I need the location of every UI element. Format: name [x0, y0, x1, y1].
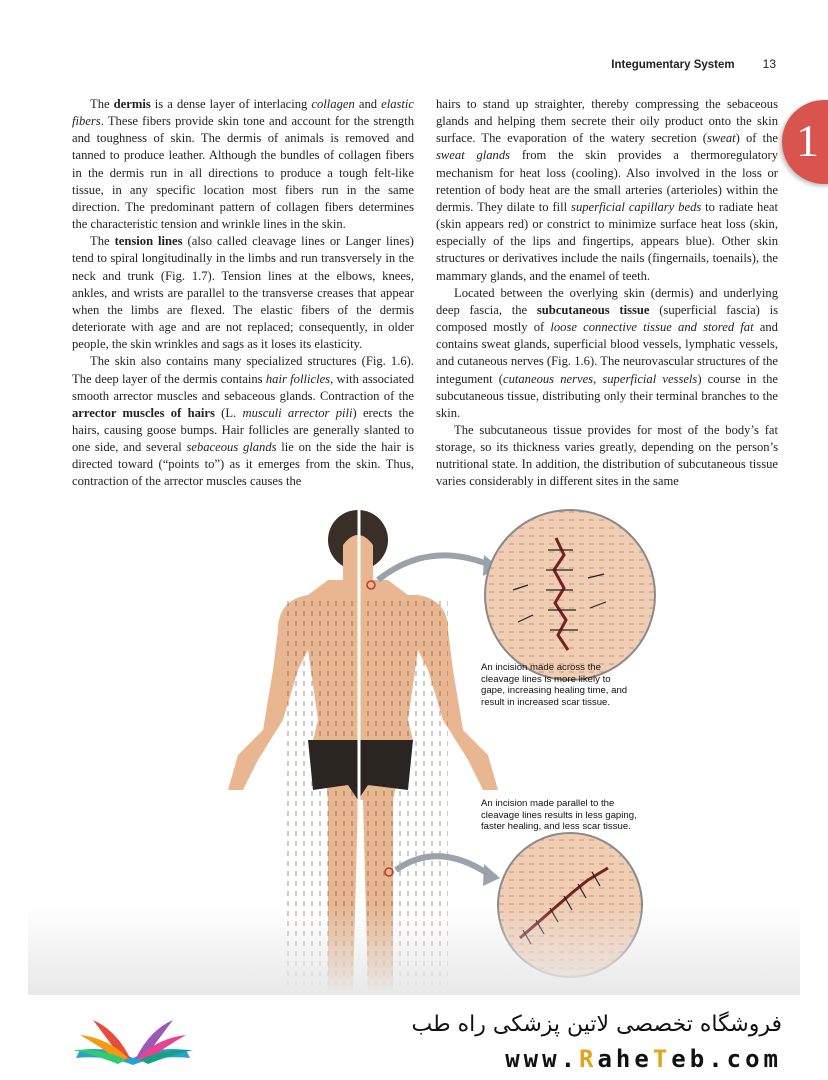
figure-cleavage-lines: [28, 500, 800, 995]
page-number: 13: [762, 57, 776, 71]
book-logo: [68, 1010, 198, 1077]
url-prefix: www.: [505, 1045, 580, 1073]
paragraph: hairs to stand up straighter, thereby compressing the sebaceous glands and helping them secrete their oily product onto the skin surface. The evaporation of the watery secretion (sweat) of the sweat glands from the skin provides a thermoregulatory mechanism for heat loss (cooling). Also involved in the loss or retention of body heat are the small arteries (arterioles) within the dermis. They dilate to fill superficial capillary beds to radiate heat (skin appears red) or constrict to minimize surface heat loss (skin, especially of the lips and fingertips, appears blue). Other skin structures or derivatives include the nails (fingernails, toenails), the mammary glands, and the enamel of teeth.: [436, 97, 779, 283]
url-mid-2: eb: [671, 1045, 709, 1073]
chapter-tab: [782, 100, 828, 184]
book-logo-icon: [68, 1010, 198, 1072]
url-accent-r: R: [579, 1045, 598, 1073]
url-suffix: .com: [708, 1045, 782, 1073]
paragraph: The dermis is a dense layer of interlacing collagen and elastic fibers. These fibers provide skin tone and account for the strength and toughness of skin. The dermis of animals is removed and tanned to produce leather. Although the bundles of collagen fibers in the dermis run in all directions to produce a tough felt-like tissue, in any specific location most fibers run in the same direction. The predominant pattern of collagen fibers determines the characteristic tension and wrinkle lines in the skin.: [72, 97, 414, 232]
running-head: [611, 57, 776, 71]
left-text-column: [72, 96, 414, 491]
paragraph: The skin also contains many specialized structures (Fig. 1.6). The deep layer of the dermis contains hair follicles, with associated smooth arrector muscles and sebaceous glands. Contraction of the arrector muscles of hairs (L. musculi arrector pili) erects the hairs, causing goose bumps. Hair follicles are generally slanted to one side, and several sebaceous glands lie on the side the hair is directed toward (“points to”) as it emerges from the skin. Thus, contraction of the arrector muscles causes the: [72, 354, 414, 489]
url-mid-1: ahe: [597, 1045, 653, 1073]
footer-store-name: فروشگاه تخصصی لاتین پزشکی راه طب: [411, 1012, 782, 1037]
right-text-column: [436, 96, 778, 491]
callout-parallel-lines: An incision made parallel to the cleavage lines results in less gaping, faster healing, and less scar tissue.: [481, 798, 637, 833]
paragraph: The tension lines (also called cleavage lines or Langer lines) tend to spiral longitudinally in the limbs and run transversely in the neck and trunk (Fig. 1.7). Tension lines at the elbows, knees, ankles, and wrists are parallel to the transverse creases that appear when the limbs are flexed. The elastic fibers of the dermis deteriorate with age and are not replaced; consequently, in older people, the skin wrinkles and sags as it loses its elasticity.: [72, 234, 414, 352]
paragraph: The subcutaneous tissue provides for most of the body’s fat storage, so its thickness varies greatly, depending on the person’s nutritional state. In addition, the distribution of subcutaneous tissue varies considerably in different sites in the same: [436, 422, 778, 489]
running-head-title: Integumentary System: [611, 59, 735, 71]
chapter-number: 1: [796, 115, 819, 166]
callout-across-lines: An incision made across the cleavage lines is more likely to gape, increasing healing time, and result in increased scar tissue.: [481, 662, 628, 708]
url-accent-t: T: [652, 1045, 672, 1073]
footer-url[interactable]: [505, 1045, 782, 1073]
figure-fade: [28, 905, 800, 995]
paragraph: Located between the overlying skin (dermis) and underlying deep fascia, the subcutaneous tissue (superficial fascia) is composed mostly of loose connective tissue and stored fat and contains sweat glands, superficial blood vessels, lymphatic vessels, and cutaneous nerves (Fig. 1.6). The neurovascular structures of the integument (cutaneous nerves, superficial vessels) course in the subcutaneous tissue, distributing only their terminal branches to the skin.: [436, 285, 778, 420]
